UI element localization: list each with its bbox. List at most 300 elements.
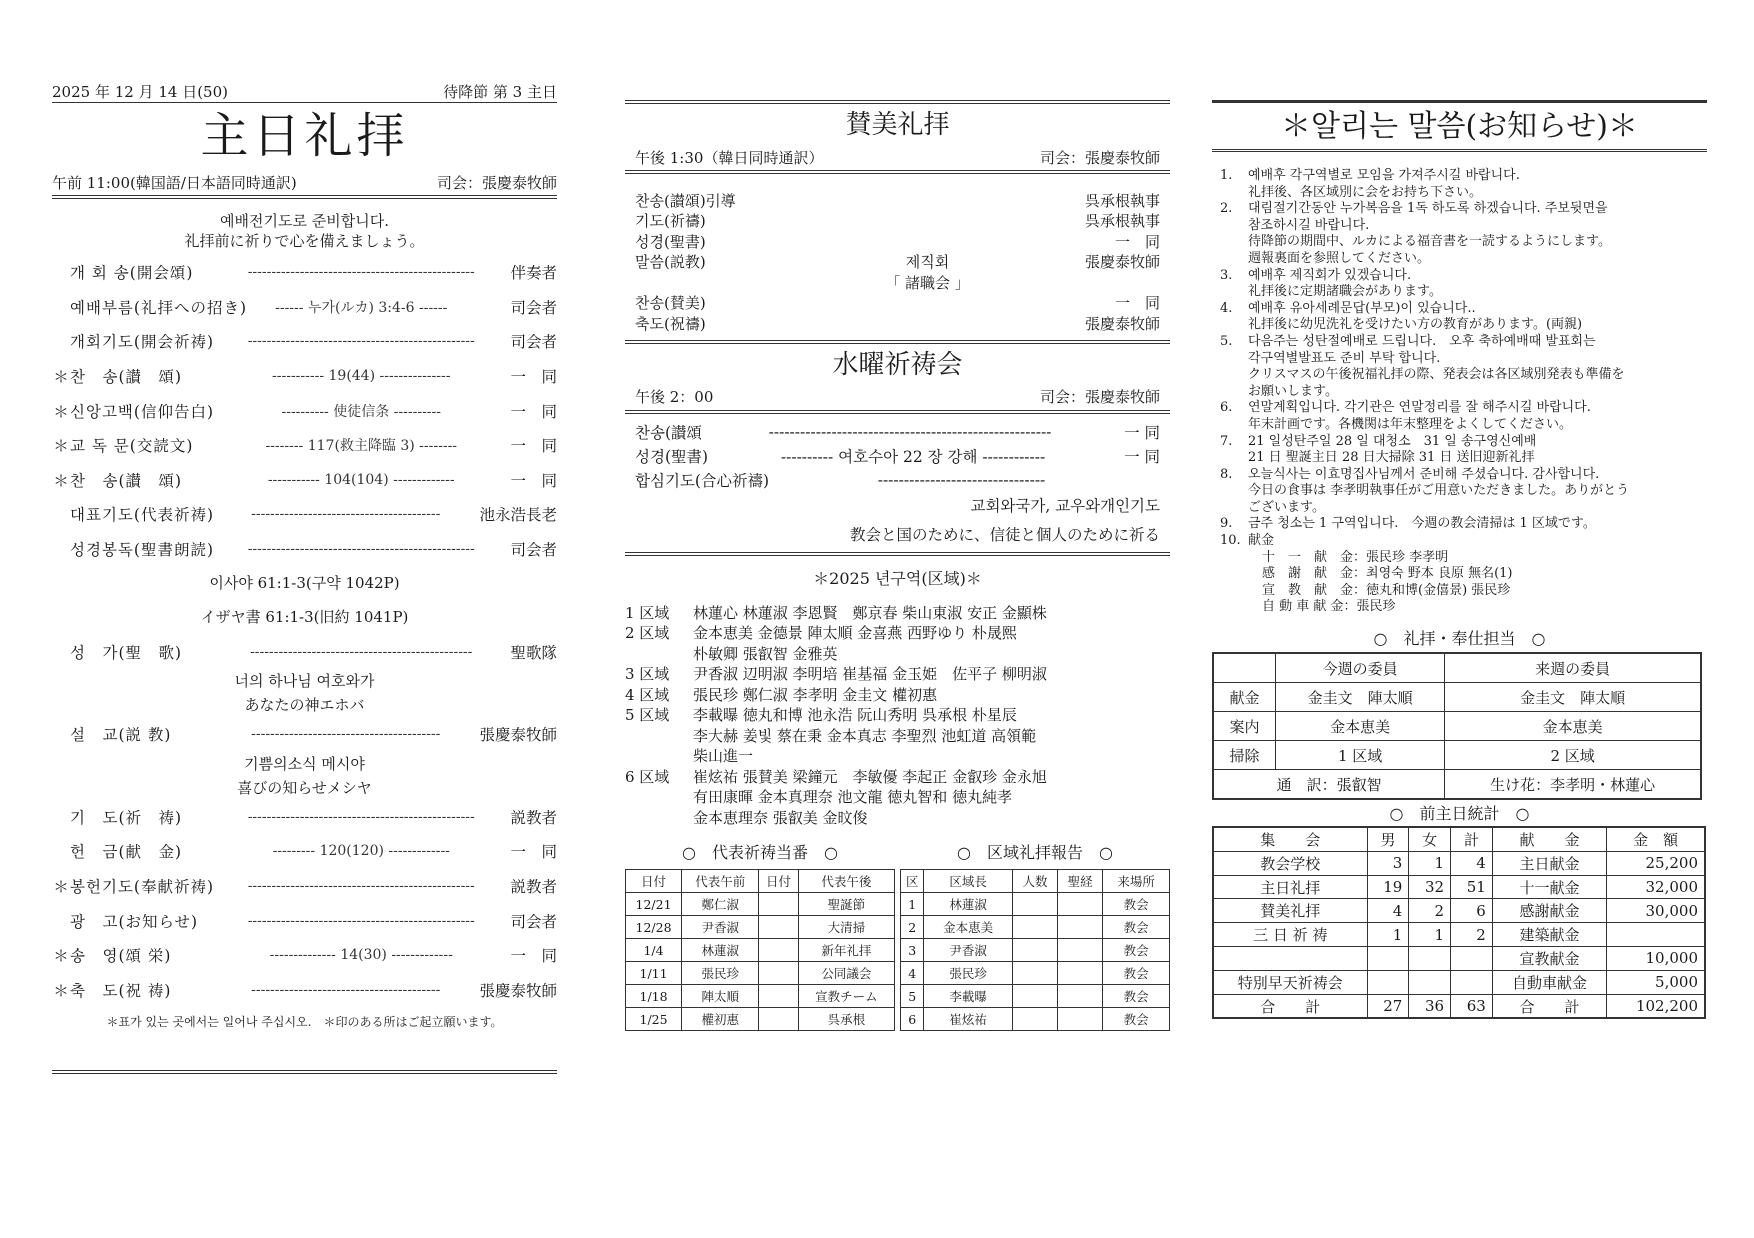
district-members: 崔炫祐 張賛美 梁鐘元 李敏優 李起正 金叡珍 金永旭: [693, 767, 1047, 786]
announcement-body: [1248, 201, 1707, 267]
column-header: 区: [901, 870, 924, 893]
praise-item-leader: 一 同: [1114, 232, 1160, 251]
order-item-label: 축 도(祝 祷): [70, 981, 172, 1000]
scripture-ja: イザヤ書 61:1-3(旧約 1041P): [200, 608, 409, 627]
table-cell: 合 計: [1213, 994, 1367, 1018]
announcement-line: 금주 청소는 1 구역입니다. 今週の教会清掃は 1 区域です。: [1248, 516, 1596, 532]
table-cell: 金本恵美: [924, 916, 1012, 939]
bulletin-header: [52, 80, 557, 103]
table-cell: 4: [1451, 851, 1493, 875]
announcement-body: [1248, 334, 1707, 400]
table-row: [901, 939, 1170, 962]
order-item-leader: 伴奏者: [510, 264, 557, 283]
announcement-line: 다음주는 성탄절예배로 드립니다. 오후 축하예배때 발표회는: [1248, 333, 1596, 349]
announcement-line: クリスマスの午後祝福礼拝の際、発表会は各区域別発表も準備を: [1248, 367, 1625, 383]
announcement-line: 今日の食事は 李孝明執事任がご用意いただきました。ありがとう: [1248, 483, 1630, 499]
order-item-leader: 一 同: [510, 471, 557, 490]
announcement-line: 礼拝後に幼児洗礼を受けたい方の教育があります。(両親): [1248, 317, 1583, 333]
column-header: 人数: [1012, 870, 1057, 893]
offering-type: 宣 教 献 金：: [1262, 582, 1367, 598]
table-cell: 10,000: [1607, 947, 1705, 971]
order-item-detail: ----------- 19(44) ---------------: [272, 368, 451, 385]
praise-item-label: 축도(祝禱): [635, 314, 706, 333]
wednesday-order-item: [625, 444, 1170, 468]
column-header: 計: [1451, 827, 1493, 851]
table-cell: [1451, 947, 1493, 971]
order-item-detail: ------------------------------------------------: [247, 912, 475, 929]
order-item-label: 찬 송(讃 頌): [70, 471, 183, 490]
wednesday-item-detail: ------------------------------------------------------: [768, 422, 1052, 441]
praise-order-item: [625, 231, 1170, 252]
bottom-tables: [625, 837, 1170, 1031]
table-cell: 教会: [1103, 985, 1170, 1008]
table-row: [901, 1008, 1170, 1031]
announcement-line: 예배후 각구역별로 모임을 가져주시길 바랍니다.: [1248, 168, 1520, 183]
order-item-leader: 司会者: [510, 298, 557, 317]
order-item-detail: ----------------------------------------: [251, 506, 441, 523]
table-cell: 36: [1409, 994, 1451, 1018]
table-row: [1213, 947, 1705, 971]
table-cell: [1367, 947, 1409, 971]
praise-item-leader: 張慶泰牧師: [1084, 314, 1160, 333]
table-row: [626, 1008, 895, 1031]
order-item-label: 신앙고백(信仰告白): [70, 402, 214, 421]
duty-table: [1212, 652, 1702, 800]
announcement-item: [1220, 301, 1707, 334]
table-cell: 25,200: [1607, 851, 1705, 875]
offering-list: [1212, 550, 1707, 616]
sermon-item: [52, 717, 557, 752]
table-row: [626, 985, 895, 1008]
rep-prayer-title: ○ 代表祈祷当番 ○: [682, 843, 838, 862]
praise-item-label: 찬송(賛美): [635, 294, 706, 313]
district-row: [625, 622, 1170, 643]
offering-donors: 徳丸和博(金僖景) 張民珍: [1366, 582, 1511, 598]
table-cell: [759, 1008, 798, 1031]
district-list: [625, 602, 1170, 828]
table-cell: [759, 916, 798, 939]
praise-order-item: [625, 252, 1170, 273]
table-row: [626, 893, 895, 916]
order-item-leader: 司会者: [510, 912, 557, 931]
sermon-leader: ----------------------------------------: [251, 726, 441, 743]
table-cell: [1012, 985, 1057, 1008]
order-item: [52, 903, 557, 938]
page-title: 主日礼拝: [200, 108, 409, 164]
column-header: 聖経: [1058, 870, 1103, 893]
choir-title: [52, 669, 557, 717]
announcement-item: [1220, 467, 1707, 517]
order-item-detail: ------------------------------------------------: [247, 878, 475, 895]
table-cell: 林蓮淑: [682, 939, 759, 962]
table-cell: 1/11: [626, 962, 682, 985]
table-cell: 1/18: [626, 985, 682, 1008]
order-item-label: 성경봉독(聖書朗読): [70, 541, 214, 560]
wednesday-item-detail: --------------------------------: [877, 470, 1046, 489]
announcement-number: 10.: [1220, 533, 1241, 549]
order-item-label: 봉헌기도(奉献祈祷): [70, 878, 214, 897]
order-of-service: [52, 255, 557, 566]
offering-row: [1262, 599, 1707, 616]
choir-item: [52, 634, 557, 669]
order-item: [52, 463, 557, 498]
column-header: 日付: [626, 870, 682, 893]
table-cell: 51: [1451, 875, 1493, 899]
wednesday-item-label: 찬송(讃頌: [635, 423, 702, 442]
table-cell: 4: [1367, 899, 1409, 923]
order-item: [52, 973, 557, 1008]
praise-order-item: [625, 211, 1170, 232]
order-item-leader: 一 同: [510, 947, 557, 966]
table-cell: [1012, 1008, 1057, 1031]
announcement-item: [1220, 516, 1707, 533]
district-row: [625, 745, 1170, 766]
order-item-detail: ----------- 104(104) -------------: [267, 471, 455, 488]
table-cell: 宣教献金: [1492, 947, 1606, 971]
column-header: 金 額: [1607, 827, 1705, 851]
choir-title-ko: 너의 하나님 여호와가: [234, 671, 375, 690]
district-row: [625, 807, 1170, 828]
table-cell: 32,000: [1607, 875, 1705, 899]
announcement-item: [1220, 168, 1707, 201]
announcement-number: 2.: [1220, 201, 1233, 217]
announcement-line: お願いします。: [1248, 383, 1338, 399]
stand-marker: ＊: [53, 402, 69, 421]
announcement-item: [1220, 533, 1707, 550]
praise-service-host: 司会：張慶泰牧師: [1039, 148, 1160, 167]
table-cell: 1: [901, 893, 924, 916]
district-members: 尹香淑 辺明淑 李明培 崔基福 金玉姫 佐平子 柳明淑: [693, 665, 1047, 683]
announcement-body: [1248, 533, 1707, 550]
wednesday-prayer-topic: [625, 492, 1170, 550]
announcement-body: [1248, 301, 1707, 334]
choir-label: 성 가(聖 歌): [70, 643, 183, 662]
announcement-line: 예배후 제직회가 있겠습니다.: [1248, 267, 1412, 283]
table-cell: 2 区域: [1445, 741, 1701, 770]
district-name: [625, 725, 693, 746]
sermon-title-ko: 기쁨의소식 메시야: [244, 754, 365, 773]
order-item-label: 광 고(お知らせ): [70, 912, 199, 931]
announcement-item: [1220, 334, 1707, 400]
order-item: [52, 255, 557, 290]
wednesday-item-detail: ---------- 여호수아 22 장 강해 ------------: [780, 447, 1046, 466]
order-item-label: 개회기도(開会祈祷): [70, 333, 214, 352]
table-row: [1213, 970, 1705, 994]
table-cell: 建築献金: [1492, 923, 1606, 947]
rep-prayer-table: [625, 869, 895, 1031]
district-report-table: [900, 869, 1170, 1031]
order-item-leader: 司会者: [510, 541, 557, 560]
offering-type: 感 謝 献 金：: [1262, 566, 1367, 582]
announcement-line: 週報裏面を参照してください。: [1248, 250, 1431, 266]
district-members: 李載曝 徳丸和博 池永浩 阮山秀明 呉承根 朴星辰: [693, 706, 1017, 724]
service-host: 司会：張慶泰牧師: [436, 173, 557, 192]
table-cell: 献金: [1213, 683, 1275, 712]
announcement-item: [1220, 434, 1707, 467]
order-item-detail: --------- 120(120) -------------: [272, 843, 450, 860]
table-cell: 案内: [1213, 712, 1275, 741]
order-item-label: 송 영(頌 栄): [70, 947, 172, 966]
district-members: 金本恵美 金德景 陣太順 金喜燕 西野ゆり 朴晟熙: [693, 624, 1017, 642]
choir-leader: -----------------------------------------------: [250, 643, 473, 660]
table-cell: [1607, 923, 1705, 947]
order-item-label: 대표기도(代表祈祷): [70, 506, 214, 525]
praise-order-item: [625, 190, 1170, 211]
announcement-body: [1248, 400, 1707, 433]
wednesday-prayer-topic-ja: 教会と国のために、信徒と個人のために祈る: [849, 525, 1160, 544]
announcement-line: 年末計画です。各機関は年末整理をよくしてください。: [1248, 416, 1572, 432]
announcements-column: [1212, 100, 1707, 1019]
praise-item-detail: 제직회: [905, 253, 950, 272]
district-row: [625, 684, 1170, 705]
table-cell: 27: [1367, 994, 1409, 1018]
announcement-number: 4.: [1220, 300, 1233, 316]
table-cell: [759, 939, 798, 962]
order-item: [52, 290, 557, 325]
praise-service-title: 賛美礼拝: [845, 110, 950, 140]
table-cell: 尹香淑: [924, 939, 1012, 962]
praise-item-leader: 呉承根執事: [1084, 191, 1160, 210]
table-cell: 宣教チーム: [798, 985, 894, 1008]
offering-row: [1262, 583, 1707, 600]
table-cell: 1/25: [626, 1008, 682, 1031]
table-cell: [1012, 916, 1057, 939]
afternoon-services-column: [625, 100, 1170, 1031]
announcement-line: 오늘식사는 이효명집사님께서 준비해 주셨습니다. 감사합니다.: [1248, 466, 1600, 482]
order-item: [52, 497, 557, 532]
table-cell: 聖誕節: [798, 893, 894, 916]
wednesday-prayer-info: [625, 384, 1170, 414]
column-header: 来場所: [1103, 870, 1170, 893]
announcement-number: 8.: [1220, 466, 1233, 482]
announcement-body: [1248, 467, 1707, 517]
order-item-label: 헌 금(献 金): [70, 843, 183, 862]
sermon-title-ja: 喜びの知らせメシヤ: [237, 778, 372, 797]
column-header: [1213, 653, 1275, 683]
order-item-detail: ----------------------------------------: [251, 981, 441, 998]
table-cell: 1: [1409, 923, 1451, 947]
order-item: [52, 428, 557, 463]
praise-item-label: 찬송(讃頌)引導: [635, 191, 736, 210]
table-cell: [1409, 970, 1451, 994]
column-bottom-rule: [52, 1070, 557, 1074]
district-members: 朴敏卿 張叡智 金雅英: [693, 644, 838, 663]
announcement-line: 礼拝後に定期諸職会があります。: [1248, 284, 1442, 300]
order-item: [52, 532, 557, 567]
order-item-detail: -------- 117(救主降臨 3) --------: [265, 438, 458, 455]
district-name: [625, 643, 693, 664]
order-item-label: 교 독 문(交読文): [70, 437, 194, 456]
table-cell: [1451, 970, 1493, 994]
announcement-line: 21 日 聖誕主日 28 日大掃除 31 日 送旧迎新礼拝: [1248, 450, 1535, 466]
order-item: [52, 324, 557, 359]
prayer-prep-ja: 礼拝前に祈りで心を備えましょう。: [184, 232, 425, 250]
table-cell: 呉承根: [798, 1008, 894, 1031]
praise-item-detail: 「 諸職会 」: [885, 273, 970, 292]
wednesday-item-label: 합심기도(合心祈禱): [635, 471, 769, 490]
table-row: [626, 962, 895, 985]
announcement-line: 21 일성탄주일 28 일 대청소 31 일 송구영신예배: [1248, 433, 1537, 449]
district-row: [625, 786, 1170, 807]
order-item-leader: 張慶泰牧師: [479, 981, 557, 1000]
stats-title: ○ 前主日統計 ○: [1389, 804, 1530, 824]
table-cell: 30,000: [1607, 899, 1705, 923]
offering-type: 自 動 車 献 金：: [1262, 599, 1357, 615]
order-item-leader: 説教者: [510, 808, 557, 827]
flower-arrangement: 生け花：李孝明・林蓮心: [1445, 770, 1701, 800]
table-cell: 12/28: [626, 916, 682, 939]
rep-prayer-block: [625, 837, 895, 1031]
district-members: 柴山進一: [693, 747, 754, 765]
table-cell: 鄭仁淑: [682, 893, 759, 916]
table-cell: 教会: [1103, 939, 1170, 962]
table-cell: 特別早天祈祷会: [1213, 970, 1367, 994]
table-row: [1213, 994, 1705, 1018]
liturgical-season: 待降節 第 3 主日: [443, 82, 557, 101]
column-header: 日付: [759, 870, 798, 893]
table-row: [626, 939, 895, 962]
table-cell: 金圭文 陣太順: [1275, 683, 1444, 712]
announcement-number: 9.: [1220, 516, 1233, 532]
table-cell: 主日献金: [1492, 851, 1606, 875]
announcement-number: 3.: [1220, 267, 1233, 283]
choir-performer: 聖歌隊: [510, 643, 557, 662]
table-cell: 1: [1367, 923, 1409, 947]
order-item-leader: 一 同: [510, 843, 557, 862]
praise-order-item: [625, 272, 1170, 293]
district-members: 金本恵理奈 張叡美 金旼俊: [693, 808, 868, 827]
praise-item-leader: 呉承根執事: [1084, 212, 1160, 231]
table-cell: [1012, 939, 1057, 962]
sermon-title: [52, 752, 557, 800]
table-cell: 2: [901, 916, 924, 939]
district-members: 張民珍 鄭仁淑 李孝明 金圭文 權初惠: [693, 685, 938, 704]
table-cell: 張民珍: [924, 962, 1012, 985]
praise-service-order: [625, 190, 1170, 334]
announcement-item: [1220, 268, 1707, 301]
praise-item-leader: 張慶泰牧師: [1084, 253, 1160, 272]
table-cell: 1/4: [626, 939, 682, 962]
order-item: [52, 359, 557, 394]
table-cell: 李載曝: [924, 985, 1012, 1008]
wednesday-item-leader: 一 同: [1124, 423, 1160, 442]
praise-order-item: [625, 313, 1170, 334]
announcement-line: 礼拝後、各区域別に会をお持ち下さい。: [1248, 184, 1483, 200]
table-cell: 金本恵美: [1275, 712, 1444, 741]
column-header: 代表午前: [682, 870, 759, 893]
table-cell: 尹香淑: [682, 916, 759, 939]
table-cell: 102,200: [1607, 994, 1705, 1018]
order-item: [52, 393, 557, 428]
announcement-body: [1248, 434, 1707, 467]
column-header: 代表午後: [798, 870, 894, 893]
table-cell: [759, 985, 798, 1008]
district-report-block: [900, 837, 1170, 1031]
offering-row: [1262, 566, 1707, 583]
table-cell: 2: [1451, 923, 1493, 947]
praise-service-info: [625, 144, 1170, 174]
announcement-line: 대림절기간동안 누가복음을 1독 하도록 하겠습니다. 주보뒷면을: [1248, 201, 1608, 217]
table-cell: [1058, 893, 1103, 916]
table-cell: [1058, 939, 1103, 962]
district-name: 2 区域: [625, 624, 670, 642]
table-cell: 金本恵美: [1445, 712, 1701, 741]
service-info: [52, 169, 557, 199]
table-cell: 十一献金: [1492, 875, 1606, 899]
table-cell: 掃除: [1213, 741, 1275, 770]
wednesday-prayer-time: 午後 2：00: [635, 388, 714, 406]
table-cell: [1058, 1008, 1103, 1031]
table-cell: 林蓮淑: [924, 893, 1012, 916]
district-name: 6 区域: [625, 767, 670, 786]
praise-order-item: [625, 293, 1170, 314]
table-cell: 賛美礼拝: [1213, 899, 1367, 923]
order-of-service-continued: [52, 800, 557, 1008]
table-cell: 6: [901, 1008, 924, 1031]
district-name: [625, 786, 693, 807]
district-name: [625, 807, 693, 828]
table-cell: 19: [1367, 875, 1409, 899]
district-row: [625, 766, 1170, 787]
table-row: [1213, 875, 1705, 899]
order-item-label: 찬 송(讃 頌): [70, 368, 183, 387]
order-item-detail: -------------- 14(30) -------------: [269, 947, 453, 964]
table-cell: [759, 893, 798, 916]
table-cell: 三 日 祈 祷: [1213, 923, 1367, 947]
table-cell: 1 区域: [1275, 741, 1444, 770]
table-cell: [1058, 916, 1103, 939]
announcement-line: 참조하시길 바랍니다.: [1248, 217, 1370, 233]
table-cell: [759, 962, 798, 985]
table-cell: 1: [1409, 851, 1451, 875]
order-item-label: 예배부름(礼拝への招き): [70, 298, 247, 317]
district-name: [625, 745, 693, 766]
choir-title-ja: あなたの神エホバ: [244, 695, 365, 714]
praise-item-label: 말씀(説教): [635, 253, 706, 272]
table-row: [1213, 683, 1701, 712]
district-report-title: ○ 区域礼拝報告 ○: [957, 843, 1113, 862]
table-cell: [1213, 947, 1367, 971]
offering-donors: 張民珍 李孝明: [1366, 549, 1449, 565]
offering-donors: 최영숙 野本 良原 無名(1): [1366, 566, 1513, 582]
table-cell: [1367, 970, 1409, 994]
wednesday-order-item: [625, 468, 1170, 492]
announcement-item: [1220, 400, 1707, 433]
table-cell: 教会: [1103, 916, 1170, 939]
sermon-preacher: 張慶泰牧師: [479, 726, 557, 745]
praise-item-label: 기도(祈禱): [635, 212, 706, 231]
order-item-detail: ------ 누가(ルカ) 3:4-6 ------: [275, 299, 448, 316]
table-cell: 3: [1367, 851, 1409, 875]
column-header: 今週の委員: [1275, 653, 1444, 683]
order-item-detail: ---------- 使徒信条 ----------: [281, 403, 441, 420]
table-cell: 金圭文 陣太順: [1445, 683, 1701, 712]
sunday-worship-column: [52, 78, 557, 1074]
announcement-body: [1248, 516, 1707, 533]
table-cell: 3: [901, 939, 924, 962]
stand-marker: ＊: [53, 471, 69, 490]
praise-service-time: 午後 1:30（韓日同時通訳）: [635, 148, 824, 167]
stand-marker: ＊: [53, 981, 69, 1000]
order-item: [52, 834, 557, 869]
prayer-prep: [52, 211, 557, 251]
table-row: [1213, 851, 1705, 875]
announcement-list: [1212, 168, 1707, 550]
table-cell: 教会: [1103, 1008, 1170, 1031]
order-item-leader: 池永浩長老: [479, 506, 557, 525]
district-row: [625, 725, 1170, 746]
scripture-reference: [52, 566, 557, 634]
